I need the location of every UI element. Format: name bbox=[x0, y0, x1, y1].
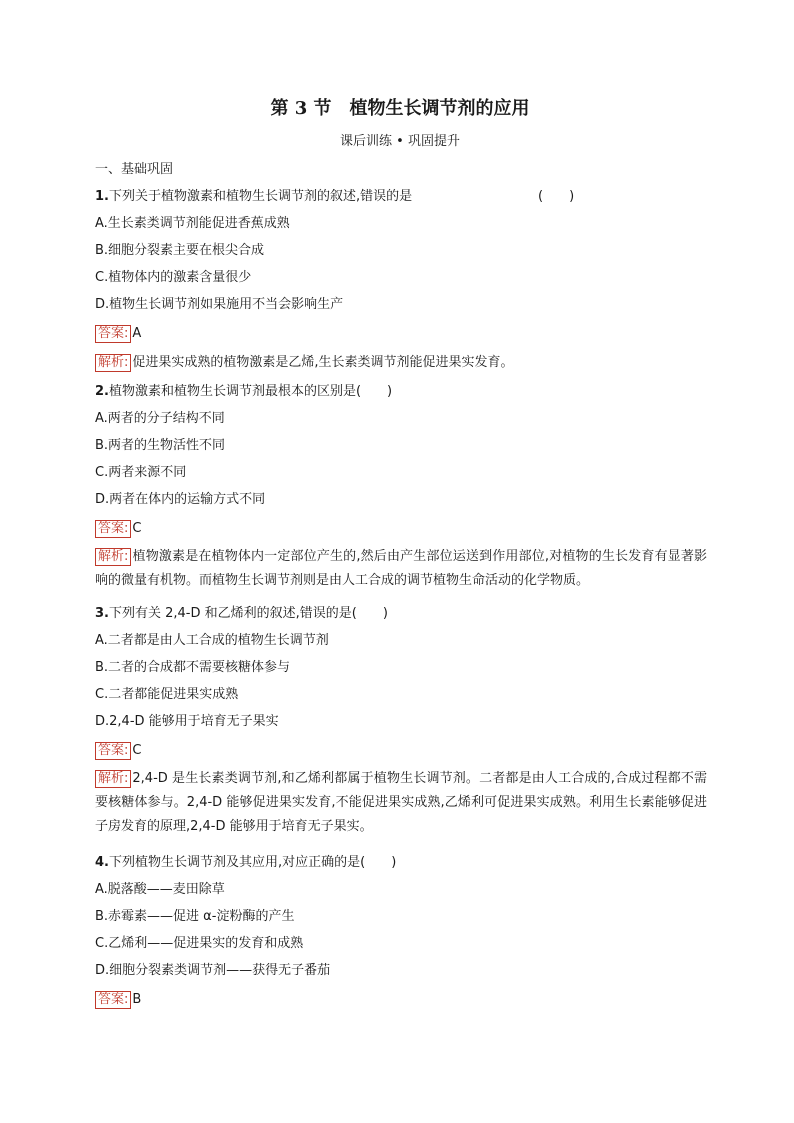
answer-line bbox=[95, 519, 141, 539]
analysis-paragraph bbox=[95, 545, 707, 593]
analysis-line bbox=[95, 353, 514, 373]
question-3-stem bbox=[95, 604, 388, 624]
answer-bracket: ( ) bbox=[538, 189, 575, 204]
option-c: C.二者都能促进果实成熟 bbox=[95, 687, 239, 702]
option-a: A.二者都是由人工合成的植物生长调节剂 bbox=[95, 633, 329, 648]
option-c: C.两者来源不同 bbox=[95, 465, 187, 480]
option-c: C.植物体内的激素含量很少 bbox=[95, 270, 252, 285]
option-b: B.二者的合成都不需要核糖体参与 bbox=[95, 660, 291, 675]
section-heading: 一、基础巩固 bbox=[95, 162, 174, 177]
analysis-paragraph bbox=[95, 767, 707, 839]
option-a: A.生长素类调节剂能促进香蕉成熟 bbox=[95, 216, 290, 231]
analysis-text: 植物激素是在植物体内一定部位产生的,然后由产生部位运送到作用部位,对植物的生长发育有显著影响的微量有机物。而植物生长调节剂则是由人工合成的调节植物生命活动的化学物质。 bbox=[95, 549, 707, 588]
question-number: 2. bbox=[95, 384, 109, 399]
question-2-stem bbox=[95, 382, 392, 402]
option-b: B.细胞分裂素主要在根尖合成 bbox=[95, 243, 265, 258]
answer-value: C bbox=[132, 743, 142, 758]
answer-tag: 答案: bbox=[95, 991, 131, 1009]
answer-line bbox=[95, 324, 141, 344]
answer-tag: 答案: bbox=[95, 325, 131, 343]
analysis-tag: 解析: bbox=[95, 354, 131, 372]
option-d: D.两者在体内的运输方式不同 bbox=[95, 492, 266, 507]
analysis-tag: 解析: bbox=[95, 548, 131, 566]
answer-line bbox=[95, 741, 141, 761]
option-a: A.脱落酸——麦田除草 bbox=[95, 882, 225, 897]
option-d: D.植物生长调节剂如果施用不当会影响生产 bbox=[95, 297, 344, 312]
answer-tag: 答案: bbox=[95, 520, 131, 538]
option-d: D.细胞分裂素类调节剂——获得无子番茄 bbox=[95, 963, 331, 978]
option-d: D.2,4-D 能够用于培育无子果实 bbox=[95, 714, 279, 729]
question-text: 植物激素和植物生长调节剂最根本的区别是( ) bbox=[108, 384, 393, 399]
page-subtitle: 课后训练 • 巩固提升 bbox=[340, 134, 460, 149]
question-1-stem bbox=[95, 187, 412, 207]
page-title: 第 3 节 植物生长调节剂的应用 bbox=[270, 98, 530, 119]
answer-tag: 答案: bbox=[95, 742, 131, 760]
answer-value: A bbox=[132, 326, 142, 341]
answer-value: B bbox=[132, 992, 142, 1007]
question-number: 1. bbox=[95, 189, 109, 204]
option-b: B.两者的生物活性不同 bbox=[95, 438, 226, 453]
answer-value: C bbox=[132, 521, 142, 536]
question-number: 3. bbox=[95, 606, 109, 621]
option-b: B.赤霉素——促进 α-淀粉酶的产生 bbox=[95, 909, 295, 924]
question-text: 下列关于植物激素和植物生长调节剂的叙述,错误的是 bbox=[108, 189, 413, 204]
analysis-text: 2,4-D 是生长素类调节剂,和乙烯利都属于植物生长调节剂。二者都是由人工合成的,合成过程都不需要核糖体参与。2,4-D 能够促进果实发育,不能促进果实成熟,乙烯利可促进果实成熟。利用生长素能够促进子房发育的原理,2,4-D 能够用于培育无子果实。 bbox=[95, 771, 707, 834]
question-4-stem bbox=[95, 853, 396, 873]
question-text: 下列植物生长调节剂及其应用,对应正确的是( ) bbox=[108, 855, 397, 870]
option-c: C.乙烯利——促进果实的发育和成熟 bbox=[95, 936, 304, 951]
question-number: 4. bbox=[95, 855, 109, 870]
option-a: A.两者的分子结构不同 bbox=[95, 411, 225, 426]
question-text: 下列有关 2,4-D 和乙烯利的叙述,错误的是( ) bbox=[108, 606, 388, 621]
answer-line bbox=[95, 990, 141, 1010]
analysis-tag: 解析: bbox=[95, 770, 131, 788]
analysis-text: 促进果实成熟的植物激素是乙烯,生长素类调节剂能促进果实发育。 bbox=[132, 355, 514, 370]
